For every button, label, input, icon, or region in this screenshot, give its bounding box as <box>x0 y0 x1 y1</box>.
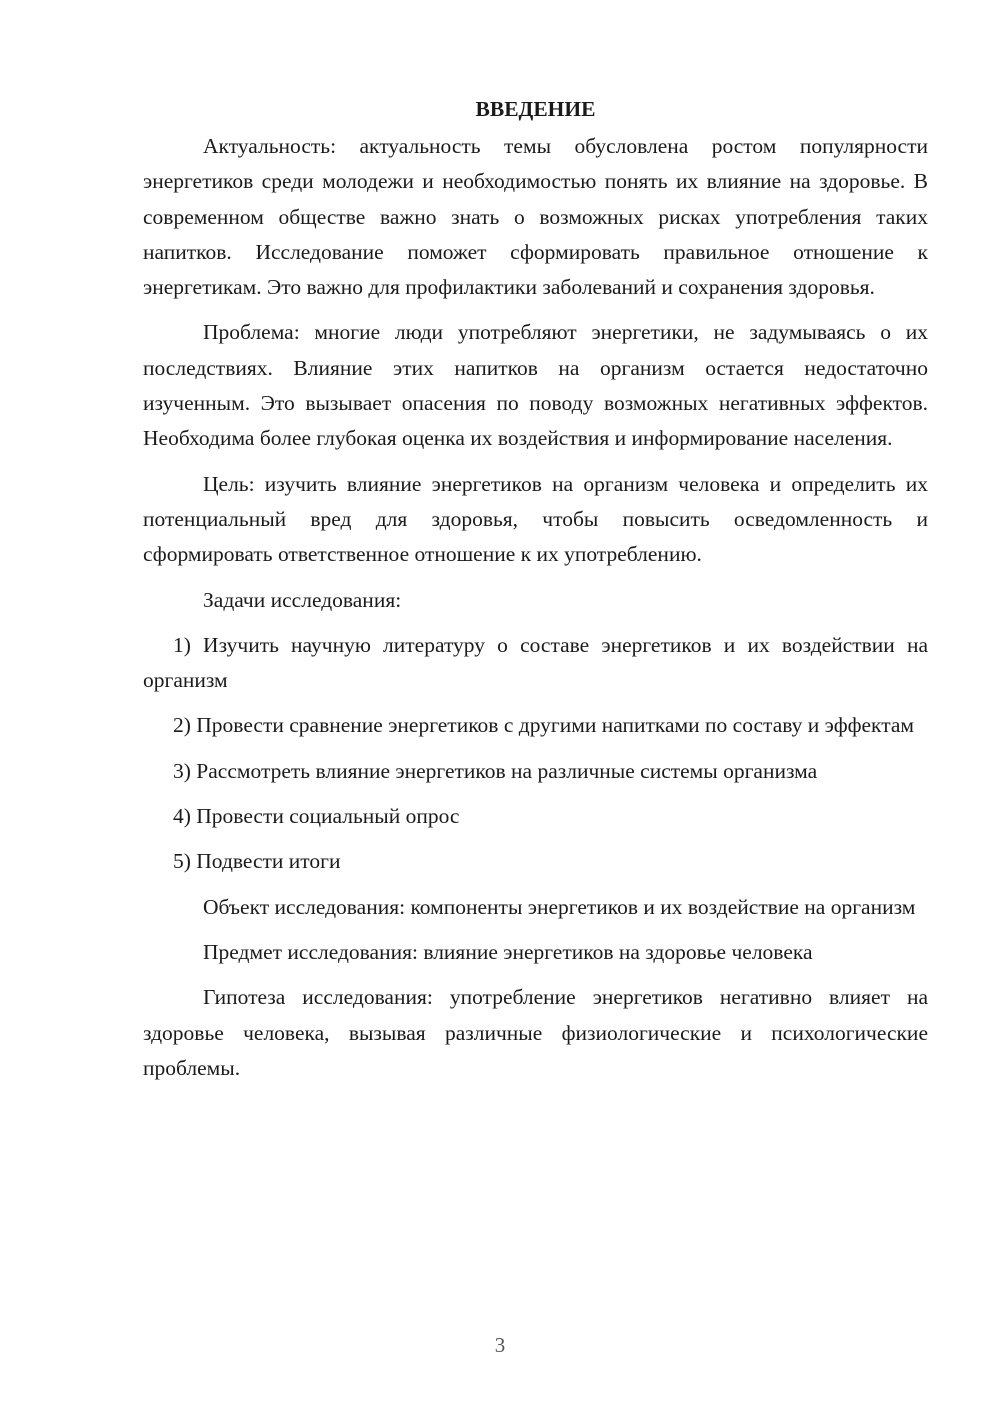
task-item-2: 2) Провести сравнение энергетиков с другими напитками по составу и эффектам <box>173 713 915 738</box>
paragraph-problem: Проблема: многие люди употребляют энергетики, не задумываясь о их последствиях. Влияние этих напитков на организм остается недостаточно изученным. Это вызывает опасения по поводу возможных негативных эффектов. Необходима более глубокая оценка их воздействия и информирование населения. <box>143 320 928 451</box>
task-item-1: 1) Изучить научную литературу о составе энергетиков и их воздействии на организм <box>143 632 928 693</box>
paragraph-relevance: Актуальность: актуальность темы обусловлена ростом популярности энергетиков среди молодежи и необходимостью понять их влияние на здоровье. В современном обществе важно знать о возможных рисках употребления таких напитков. Исследование поможет сформировать правильное отношение к энергетикам. Это важно для профилактики заболеваний и сохранения здоровья. <box>143 134 928 300</box>
document-title: ВВЕДЕНИЕ <box>475 97 596 121</box>
task-item-5: 5) Подвести итоги <box>173 849 341 874</box>
paragraph-hypothesis: Гипотеза исследования: употребление энергетиков негативно влияет на здоровье человека, вызывая различные физиологические и психологические проблемы. <box>143 985 928 1080</box>
tasks-heading: Задачи исследования: <box>203 587 402 612</box>
page-number: 3 <box>494 1333 506 1357</box>
task-item-3: 3) Рассмотреть влияние энергетиков на различные системы организма <box>173 758 818 783</box>
paragraph-subject: Предмет исследования: влияние энергетиков на здоровье человека <box>203 939 813 964</box>
task-item-4: 4) Провести социальный опрос <box>173 804 460 829</box>
paragraph-object: Объект исследования: компоненты энергетиков и их воздействие на организм <box>203 894 916 919</box>
document-page <box>143 92 928 1096</box>
paragraph-goal: Цель: изучить влияние энергетиков на организм человека и определить их потенциальный вред для здоровья, чтобы повысить осведомленность и сформировать ответственное отношение к их употреблению. <box>143 471 928 567</box>
